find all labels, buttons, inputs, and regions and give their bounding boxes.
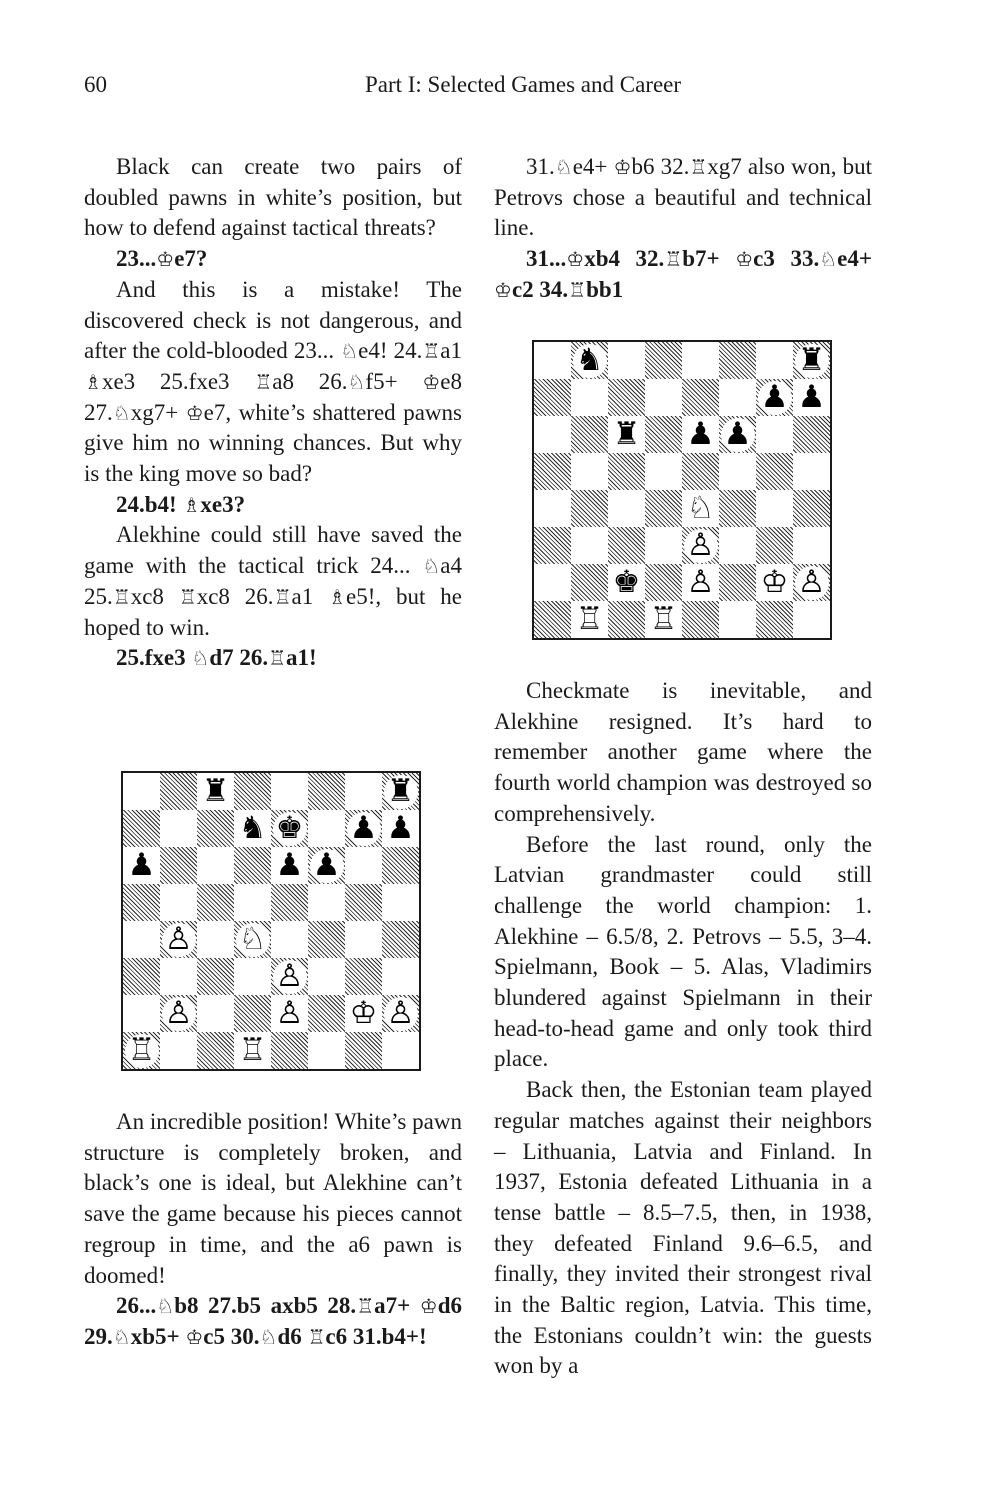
black-pawn-icon: ♟ xyxy=(275,847,304,883)
square-d6 xyxy=(645,416,682,453)
square-f1 xyxy=(308,1032,345,1069)
square-f8 xyxy=(308,773,345,810)
text-run: e8 27. xyxy=(84,368,462,425)
square-b8 xyxy=(571,342,608,379)
rook-icon: ♖ xyxy=(178,584,197,609)
square-h4 xyxy=(793,490,830,527)
square-b3 xyxy=(160,958,197,995)
square-a6 xyxy=(123,847,160,884)
square-c2 xyxy=(608,564,645,601)
square-d1 xyxy=(645,601,682,638)
left-column-text xyxy=(84,152,462,674)
square-d5 xyxy=(234,884,271,921)
square-g5 xyxy=(345,884,382,921)
square-h5 xyxy=(793,453,830,490)
square-c8 xyxy=(608,342,645,379)
square-h7 xyxy=(382,810,419,847)
square-g1 xyxy=(756,601,793,638)
square-g2 xyxy=(345,995,382,1032)
running-head: Part I: Selected Games and Career xyxy=(364,72,682,97)
rook-icon: ♖ xyxy=(112,584,131,609)
square-f7 xyxy=(719,379,756,416)
square-e1 xyxy=(271,1032,308,1069)
text-run: a1 xyxy=(440,338,462,364)
right-column xyxy=(494,152,872,306)
left-column xyxy=(84,152,462,674)
paragraph xyxy=(84,520,462,643)
rook-icon: ♖ xyxy=(254,369,273,394)
square-c2 xyxy=(197,995,234,1032)
text-run: xc8 26. xyxy=(196,583,274,609)
square-a2 xyxy=(534,564,571,601)
square-e3 xyxy=(271,958,308,995)
rook-icon: ♖ xyxy=(664,247,683,272)
white-pawn-icon: ♙ xyxy=(384,997,418,1031)
text-run: e4+ xyxy=(572,154,614,179)
knight-icon: ♘ xyxy=(259,1324,278,1349)
rook-icon: ♖ xyxy=(268,646,287,671)
black-pawn-icon: ♟ xyxy=(721,418,755,452)
text-run: xb4 32. xyxy=(584,246,665,272)
black-knight-icon: ♞ xyxy=(238,810,267,846)
square-b5 xyxy=(571,453,608,490)
square-e4 xyxy=(271,921,308,958)
king-icon: ♔ xyxy=(613,155,632,179)
square-d7 xyxy=(645,379,682,416)
square-g3 xyxy=(756,527,793,564)
white-rook-icon: ♖ xyxy=(575,601,604,637)
square-f1 xyxy=(719,601,756,638)
text-run: c3 33. xyxy=(753,246,820,272)
knight-icon: ♘ xyxy=(112,1324,131,1349)
rook-icon: ♖ xyxy=(273,584,292,609)
square-h5 xyxy=(382,884,419,921)
knight-icon: ♘ xyxy=(347,369,366,394)
square-g7 xyxy=(345,810,382,847)
square-d3 xyxy=(645,527,682,564)
paragraph xyxy=(494,676,872,830)
text-run: Back then, the Estonian team played regular matches against their neighbors – Lithuania, Latvia and Finland. In 1937, Estonia defeated Lithuania in a tense battle – 8.5–7.5, then, in 1938, they defeated Finland 9.6–6.5, and finally, they invited their strongest rival in the Baltic region, Latvia. This time, the Estonians couldn’t win: the guests won by a xyxy=(494,1077,872,1379)
square-d2 xyxy=(234,995,271,1032)
text-run: xb5+ xyxy=(130,1323,186,1349)
square-d7 xyxy=(234,810,271,847)
white-pawn-icon: ♙ xyxy=(273,960,307,994)
text-run: 24.b4! xyxy=(116,491,183,517)
square-f5 xyxy=(719,453,756,490)
chessboard xyxy=(532,340,832,640)
text-run: 25.fxe3 xyxy=(116,645,192,671)
square-e2 xyxy=(682,564,719,601)
move-line xyxy=(84,643,462,674)
square-b4 xyxy=(571,490,608,527)
black-pawn-icon: ♟ xyxy=(347,812,381,846)
white-king-icon: ♔ xyxy=(349,995,378,1031)
text-run: e7, white’s shattered pawns give him no winning chances. But why is the king move so bad? xyxy=(84,399,462,487)
paragraph xyxy=(84,1107,462,1291)
rook-icon: ♖ xyxy=(356,1294,375,1319)
square-g2 xyxy=(756,564,793,601)
text-run: 26... xyxy=(116,1293,157,1319)
black-rook-icon: ♜ xyxy=(795,344,829,378)
text-run: Before the last round, only the Latvian grandmaster could still challenge the world champion: 1. Alekhine – 6.5/8, 2. Petrovs – 5.5, 3–4. Spielmann, Book – 5. Alas, Vladimirs blundered against Spielmann in their head-to-head game and only took third place. xyxy=(494,831,872,1072)
square-f4 xyxy=(308,921,345,958)
text-run: xe3? xyxy=(200,491,246,517)
square-b1 xyxy=(571,601,608,638)
square-a1 xyxy=(534,601,571,638)
square-e6 xyxy=(682,416,719,453)
square-c5 xyxy=(197,884,234,921)
black-pawn-icon: ♟ xyxy=(386,810,415,846)
text-run: 23... xyxy=(116,246,157,272)
knight-icon: ♘ xyxy=(819,247,838,272)
white-pawn-icon: ♙ xyxy=(795,566,829,600)
white-rook-icon: ♖ xyxy=(125,1034,159,1068)
king-icon: ♔ xyxy=(185,400,204,425)
square-e7 xyxy=(682,379,719,416)
text-run: c5 30. xyxy=(203,1323,260,1349)
square-h1 xyxy=(793,601,830,638)
square-g8 xyxy=(756,342,793,379)
square-g4 xyxy=(345,921,382,958)
text-run: e7? xyxy=(174,246,208,272)
square-e2 xyxy=(271,995,308,1032)
bishop-icon: ♗ xyxy=(328,584,347,609)
text-run: d6 29. xyxy=(84,1293,463,1349)
square-b2 xyxy=(160,995,197,1032)
right-column-text xyxy=(494,152,872,306)
paragraph xyxy=(494,1075,872,1382)
black-pawn-icon: ♟ xyxy=(310,849,344,883)
black-pawn-icon: ♟ xyxy=(797,379,826,415)
black-knight-icon: ♞ xyxy=(573,344,607,378)
text-run: And this is a mistake! The discovered check is not dangerous, and after the cold-blooded 23... xyxy=(84,276,462,364)
square-e8 xyxy=(682,342,719,379)
square-c6 xyxy=(197,847,234,884)
white-pawn-icon: ♙ xyxy=(686,564,715,600)
king-icon: ♔ xyxy=(494,277,512,302)
square-a3 xyxy=(534,527,571,564)
square-e5 xyxy=(682,453,719,490)
square-e4 xyxy=(682,490,719,527)
white-pawn-icon: ♙ xyxy=(684,529,718,563)
text-run: f5+ xyxy=(365,368,423,394)
square-d6 xyxy=(234,847,271,884)
square-h2 xyxy=(382,995,419,1032)
square-f7 xyxy=(308,810,345,847)
square-h3 xyxy=(382,958,419,995)
square-g7 xyxy=(756,379,793,416)
text-run: a1 xyxy=(291,583,329,609)
square-c7 xyxy=(608,379,645,416)
king-icon: ♔ xyxy=(735,247,754,272)
page-number: 60 xyxy=(84,72,107,97)
page-header xyxy=(84,72,872,108)
rook-icon: ♖ xyxy=(307,1324,326,1349)
square-b6 xyxy=(571,416,608,453)
square-f3 xyxy=(719,527,756,564)
text-run: a7+ xyxy=(374,1293,420,1319)
text-run: d7 26. xyxy=(209,645,269,671)
square-h6 xyxy=(382,847,419,884)
chessboard xyxy=(121,771,421,1071)
square-f2 xyxy=(719,564,756,601)
square-f2 xyxy=(308,995,345,1032)
knight-icon: ♘ xyxy=(340,339,359,364)
square-d1 xyxy=(234,1032,271,1069)
knight-icon: ♘ xyxy=(191,646,210,671)
square-b2 xyxy=(571,564,608,601)
square-g3 xyxy=(345,958,382,995)
text-run: a8 26. xyxy=(272,368,348,394)
square-d2 xyxy=(645,564,682,601)
text-run: Checkmate is inevitable, and Alekhine resigned. It’s hard to remember another game where the fourth world champion was destroyed so comprehensively. xyxy=(494,678,872,826)
black-king-icon: ♚ xyxy=(273,812,307,846)
text-run: a4 25. xyxy=(84,553,462,609)
square-g4 xyxy=(756,490,793,527)
square-f8 xyxy=(719,342,756,379)
square-a4 xyxy=(123,921,160,958)
text-run: b7+ xyxy=(682,246,736,272)
square-f3 xyxy=(308,958,345,995)
square-b4 xyxy=(160,921,197,958)
square-e6 xyxy=(271,847,308,884)
white-pawn-icon: ♙ xyxy=(162,923,196,957)
square-a7 xyxy=(123,810,160,847)
text-run: b6 32. xyxy=(631,154,690,179)
white-knight-icon: ♘ xyxy=(236,923,270,957)
text-run: Alekhine could still have saved the game with the tactical trick 24... xyxy=(84,522,462,579)
square-b1 xyxy=(160,1032,197,1069)
paragraph xyxy=(84,275,462,490)
left-column-lower xyxy=(84,1107,462,1353)
square-c4 xyxy=(197,921,234,958)
square-c1 xyxy=(608,601,645,638)
move-line xyxy=(84,244,462,275)
king-icon: ♔ xyxy=(422,369,441,394)
square-a8 xyxy=(534,342,571,379)
text-run: xg7 also won, but Petrovs chose a beautiful and technical line. xyxy=(494,154,872,241)
square-d4 xyxy=(234,921,271,958)
white-king-icon: ♔ xyxy=(760,564,789,600)
text-run: An incredible position! White’s pawn structure is completely broken, and black’s one is ideal, but Alekhine can’t save the game because his pieces cannot regroup in time, and the a6 pawn is doomed! xyxy=(84,1109,462,1288)
white-rook-icon: ♖ xyxy=(238,1032,267,1068)
square-a8 xyxy=(123,773,160,810)
text-run: a1! xyxy=(286,645,317,671)
move-line xyxy=(84,1291,462,1352)
rook-icon: ♖ xyxy=(689,155,708,179)
black-pawn-icon: ♟ xyxy=(127,847,156,883)
square-a1 xyxy=(123,1032,160,1069)
text-run: e4+ xyxy=(837,246,872,272)
square-a5 xyxy=(123,884,160,921)
text-run: 31... xyxy=(526,246,567,272)
black-rook-icon: ♜ xyxy=(201,773,230,809)
knight-icon: ♘ xyxy=(422,554,441,579)
square-b5 xyxy=(160,884,197,921)
white-knight-icon: ♘ xyxy=(686,490,715,526)
right-column-lower xyxy=(494,676,872,1382)
text-run: b8 27.b5 axb5 28. xyxy=(174,1293,357,1319)
square-b6 xyxy=(160,847,197,884)
square-a3 xyxy=(123,958,160,995)
text-run: e4! 24. xyxy=(358,338,423,364)
white-pawn-icon: ♙ xyxy=(275,995,304,1031)
square-g8 xyxy=(345,773,382,810)
square-e3 xyxy=(682,527,719,564)
king-icon: ♔ xyxy=(156,247,175,272)
black-rook-icon: ♜ xyxy=(384,775,418,809)
bishop-icon: ♗ xyxy=(182,492,201,517)
square-c3 xyxy=(608,527,645,564)
black-rook-icon: ♜ xyxy=(612,416,641,452)
text-run: xc8 xyxy=(130,583,179,609)
square-c5 xyxy=(608,453,645,490)
square-f5 xyxy=(308,884,345,921)
white-rook-icon: ♖ xyxy=(649,601,678,637)
square-c3 xyxy=(197,958,234,995)
knight-icon: ♘ xyxy=(112,400,131,425)
square-b3 xyxy=(571,527,608,564)
square-b8 xyxy=(160,773,197,810)
square-f6 xyxy=(719,416,756,453)
square-a2 xyxy=(123,995,160,1032)
square-g6 xyxy=(345,847,382,884)
square-h8 xyxy=(382,773,419,810)
square-g1 xyxy=(345,1032,382,1069)
square-d3 xyxy=(234,958,271,995)
square-b7 xyxy=(571,379,608,416)
square-a7 xyxy=(534,379,571,416)
square-h8 xyxy=(793,342,830,379)
square-d8 xyxy=(234,773,271,810)
move-line xyxy=(494,244,872,305)
black-king-icon: ♚ xyxy=(612,564,641,600)
square-e7 xyxy=(271,810,308,847)
knight-icon: ♘ xyxy=(554,155,573,179)
text-run: Black can create two pairs of doubled pawns in white’s position, but how to defend against tactical threats? xyxy=(84,154,462,241)
square-d4 xyxy=(645,490,682,527)
square-b7 xyxy=(160,810,197,847)
paragraph xyxy=(84,152,462,244)
text-run: xe3 25.fxe3 xyxy=(101,368,255,394)
square-d5 xyxy=(645,453,682,490)
move-line xyxy=(84,490,462,521)
text-run: xg7+ xyxy=(130,399,186,425)
rook-icon: ♖ xyxy=(568,277,587,302)
square-f4 xyxy=(719,490,756,527)
text-run: bb1 xyxy=(586,276,624,302)
square-h6 xyxy=(793,416,830,453)
square-d8 xyxy=(645,342,682,379)
square-a4 xyxy=(534,490,571,527)
black-pawn-icon: ♟ xyxy=(686,416,715,452)
bishop-icon: ♗ xyxy=(84,369,102,394)
white-pawn-icon: ♙ xyxy=(162,997,196,1031)
king-icon: ♔ xyxy=(419,1294,438,1319)
square-h3 xyxy=(793,527,830,564)
square-h4 xyxy=(382,921,419,958)
square-a6 xyxy=(534,416,571,453)
square-c6 xyxy=(608,416,645,453)
square-g5 xyxy=(756,453,793,490)
king-icon: ♔ xyxy=(566,247,585,272)
chess-diagram-1 xyxy=(121,771,421,1071)
king-icon: ♔ xyxy=(185,1324,204,1349)
text-run: d6 xyxy=(277,1323,308,1349)
text-run: 31. xyxy=(526,154,555,179)
square-g6 xyxy=(756,416,793,453)
square-e1 xyxy=(682,601,719,638)
square-e5 xyxy=(271,884,308,921)
text-run: c2 34. xyxy=(511,276,569,302)
black-pawn-icon: ♟ xyxy=(758,381,792,415)
square-c4 xyxy=(608,490,645,527)
square-c7 xyxy=(197,810,234,847)
text-run: e5!, but he hoped to win. xyxy=(84,583,462,640)
paragraph xyxy=(494,152,872,244)
paragraph xyxy=(494,830,872,1076)
square-a5 xyxy=(534,453,571,490)
square-c1 xyxy=(197,1032,234,1069)
left-column-lower-text xyxy=(84,1107,462,1353)
right-column-lower-text xyxy=(494,676,872,1382)
square-f6 xyxy=(308,847,345,884)
square-e8 xyxy=(271,773,308,810)
text-run: c6 31.b4+! xyxy=(325,1323,427,1349)
square-h2 xyxy=(793,564,830,601)
knight-icon: ♘ xyxy=(156,1294,175,1319)
chess-diagram-2 xyxy=(532,340,832,640)
rook-icon: ♖ xyxy=(422,339,441,364)
square-c8 xyxy=(197,773,234,810)
square-h7 xyxy=(793,379,830,416)
square-h1 xyxy=(382,1032,419,1069)
